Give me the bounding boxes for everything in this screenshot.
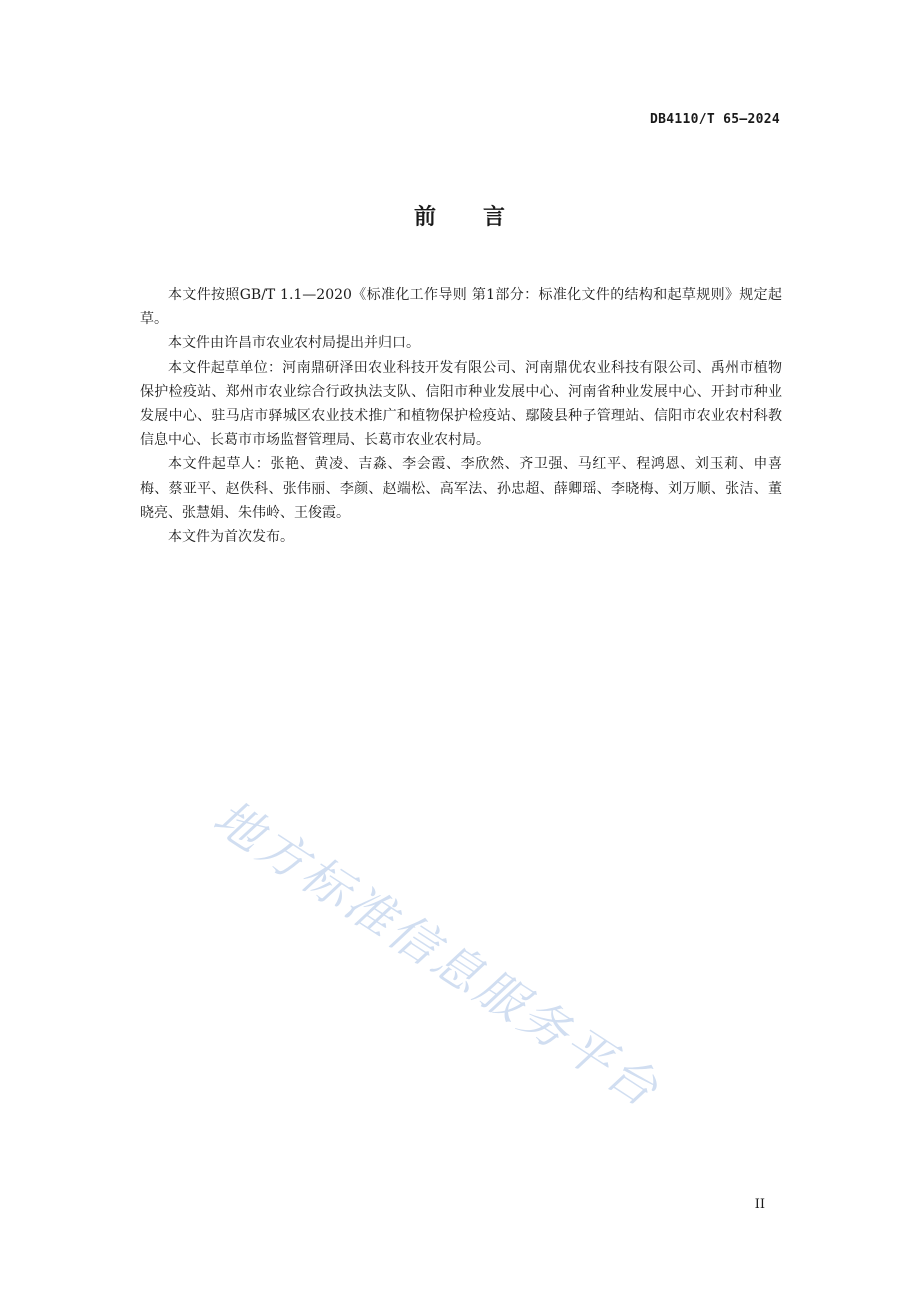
page-number: II	[754, 1197, 765, 1212]
watermark: 地方标准信息服务平台	[203, 789, 671, 1120]
paragraph-first-release: 本文件为首次发布。	[168, 529, 294, 546]
paragraph-proposer: 本文件由许昌市农业农村局提出并归口。	[168, 335, 420, 352]
paragraph-drafting-rules: 本文件按照GB/T 1.1—2020《标准化工作导则 第1部分：标准化文件的结构和起草规则》规定起草。	[140, 287, 782, 328]
document-code: DB4110/T 65—2024	[649, 112, 780, 127]
title-char-left: 前	[413, 205, 437, 230]
foreword-body	[140, 283, 782, 549]
title-char-right: 言	[483, 205, 507, 230]
page-title	[0, 200, 920, 231]
paragraph-drafting-units: 本文件起草单位：河南鼎研泽田农业科技开发有限公司、河南鼎优农业科技有限公司、禹州市植物保护检疫站、郑州市农业综合行政执法支队、信阳市种业发展中心、河南省种业发展中心、开封市种业发展中心、驻马店市驿城区农业技术推广和植物保护检疫站、鄢陵县种子管理站、信阳市农业农村科教信息中心、长葛市市场监督管理局、长葛市农业农村局。	[140, 359, 782, 449]
paragraph-drafters: 本文件起草人：张艳、黄凌、吉淼、李会霞、李欣然、齐卫强、马红平、程鸿恩、刘玉莉、申喜梅、蔡亚平、赵佚科、张伟丽、李颜、赵端松、高军法、孙忠超、薛卿瑶、李晓梅、刘万顺、张洁、董晓亮、张慧娟、朱伟岭、王俊霞。	[140, 456, 782, 521]
